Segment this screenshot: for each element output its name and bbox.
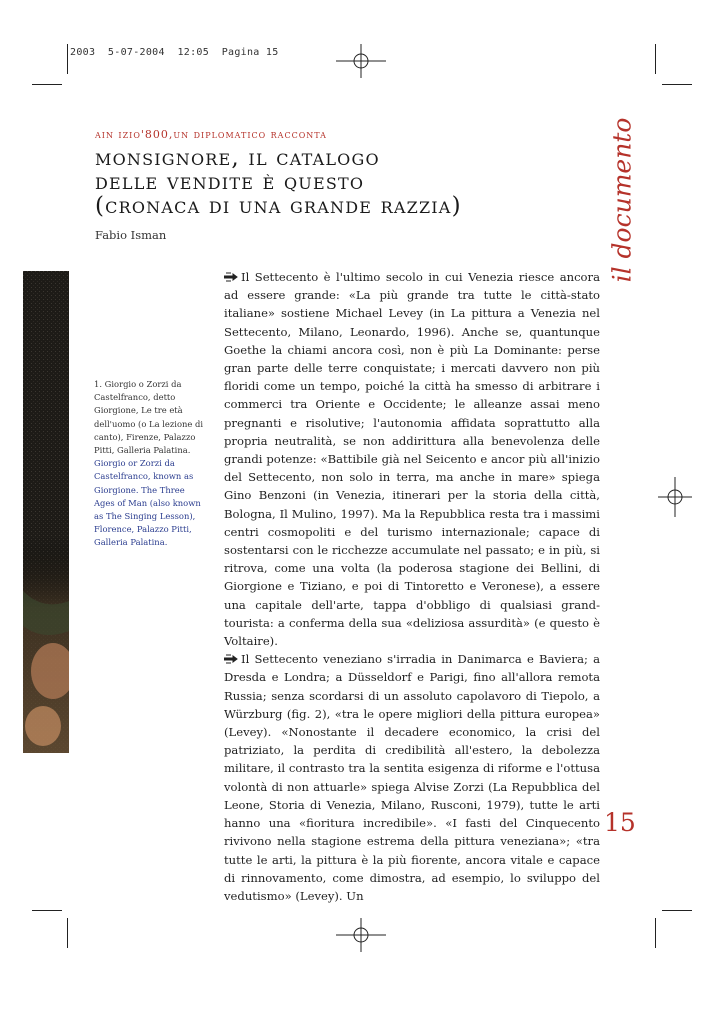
- page-number: 15: [604, 808, 636, 837]
- print-slug: 2003 5-07-2004 12:05 Pagina 15: [70, 47, 279, 58]
- crop-mark: [32, 84, 62, 85]
- body-paragraph: [224, 268, 600, 650]
- caption-italian: 1. Giorgio o Zorzi da Castelfranco, detto Giorgione, Le tre età dell'uomo (o La lezione di canto), Firenze, Palazzo Pitti, Galleria Palatina.: [94, 379, 204, 456]
- vertical-section-label: [602, 117, 642, 283]
- crop-mark: [655, 44, 656, 74]
- paragraph-text: Il Settecento è l'ultimo secolo in cui Venezia riesce ancora ad essere grande: «La più grande tra tutte le città-stato italiane» sostiene Michael Levey (in La pittura a Venezia nel Settecento, Milano, Leonardo, 1996). Anche se, quantunque Goethe la chiami ancora così, non è più La Dominante: perse gran parte delle terre conquistate; i mercati davvero non più floridi come un tempo, poiché la città ha smesso di arbitrare i commerci tra Oriente e Occidente; le alleanze assai meno pregnanti e risolutive; l'autonomia affidata soprattutto alla propria neutralità, se non addirittura alla benevolenza delle grandi potenze: «Battibile già nel Seicento e ancor più all'inizio del Settecento, non solo in terra, ma anche in mare» spiega Gino Benzoni (in Venezia, itinerari per la storia della città, Bologna, Il Mulino, 1997). Ma la Repubblica resta tra i massimi centri cosmopoliti e del turismo internazionale; capace di sostentarsi con le ricchezze accumulate nel passato; e in più, si ritrova, come una volta (la poderosa stagione dei Bellini, di Giorgione e Tiziano, e poi di Tintoretto e Veronese), a essere una capitale dell'arte, tappa d'obbligo di qualsiasi grand-tourista: a conferma della sua «deliziosa assurdità» (e questo è Voltaire).: [224, 270, 600, 649]
- painting-detail-image: [23, 271, 69, 753]
- caption-english: Giorgio or Zorzi da Castelfranco, known as Giorgione. The Three Ages of Man (also known as The Singing Lesson), Florence, Palazzo Pitti, Galleria Palatina.: [94, 458, 201, 548]
- registration-mark-top: [336, 44, 386, 78]
- crop-mark: [32, 910, 62, 911]
- paragraph-text: Il Settecento veneziano s'irradia in Danimarca e Baviera; a Dresda e Londra; a Düsseldorf e Parigi, fino all'allora remota Russia; senza scordarsi di un assoluto capolavoro di Tiepolo, a Würzburg (fig. 2), «tra le opere migliori della pittura europea» (Levey). «Nonostante il decadere economico, la crisi del patriziato, la perdita di credibilità all'estero, la debolezza militare, il contrasto tra la sentita esigenza di riforme e l'ottusa volontà di non attuarle» spiega Alvise Zorzi (La Repubblica del Leone, Storia di Venezia, Milano, Rusconi, 1979), tutte le arti hanno una «fioritura incredibile». «I fasti del Cinquecento rivivono nella stagione estrema della pittura veneziana»; «tra tutte le arti, la pittura è la più fiorente, ancora vitale e capace di rinnovamento, come dimostra, ad esempio, lo sviluppo del vedutismo» (Levey). Un: [224, 652, 600, 903]
- registration-mark-right: [658, 477, 692, 517]
- article-body: [224, 268, 600, 905]
- crop-mark: [67, 918, 68, 948]
- title-line: monsignore, il catalogo: [95, 145, 380, 171]
- registration-mark-bottom: [336, 918, 386, 952]
- title-line: delle vendite è questo: [95, 169, 365, 195]
- vertical-label-text: il documento: [607, 117, 637, 283]
- crop-mark: [67, 44, 68, 74]
- author-byline: Fabio Isman: [95, 228, 167, 242]
- title-line: (cronaca di una grande razzia): [95, 193, 462, 219]
- paragraph-hand-icon: [224, 654, 238, 664]
- crop-mark: [655, 918, 656, 948]
- section-label: ain izio'800,un diplomatico racconta: [95, 128, 327, 141]
- article-title: [95, 146, 462, 218]
- image-caption: [94, 378, 206, 550]
- crop-mark: [662, 84, 692, 85]
- body-paragraph: [224, 650, 600, 905]
- paragraph-hand-icon: [224, 272, 238, 282]
- crop-mark: [662, 910, 692, 911]
